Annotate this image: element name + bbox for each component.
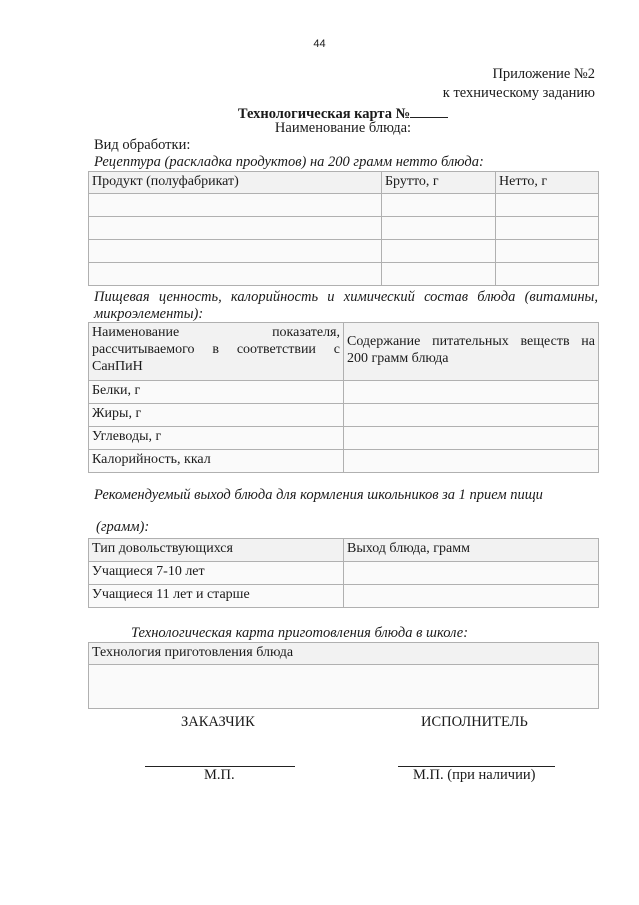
nutrition-header-right-line-2: 200 грамм блюда [347,351,449,366]
recipe-col-product: Продукт (полуфабрикат) [89,172,382,194]
nutrition-heading-line-2: микроэлементы): [94,306,204,322]
contractor-label: ИСПОЛНИТЕЛЬ [421,714,528,730]
nutrition-header-left-line-3: СанПиН [92,359,143,374]
nutrition-header-indicator [89,323,344,381]
appendix-line-2: к техническому заданию [442,85,595,101]
table-row [89,194,599,217]
processing-label: Вид обработки: [94,137,191,153]
table-cell [344,585,599,608]
table-cell [382,263,496,286]
page-number: 44 [313,38,326,50]
table-cell [89,194,382,217]
tech-heading: Технологическая карта приготовления блюда в школе: [131,625,469,641]
nutrition-heading-line-1: Пищевая ценность, калорийность и химический состав блюда (витамины, [94,289,598,305]
nutrition-header-left-line-1: Наименование показателя, [92,325,340,340]
customer-label: ЗАКАЗЧИК [181,714,255,730]
tech-table-header: Технология приготовления блюда [89,643,599,665]
table-cell [496,263,599,286]
table-cell [89,217,382,240]
table-cell [89,665,599,709]
recipe-heading: Рецептура (раскладка продуктов) на 200 грамм нетто блюда: [94,154,484,170]
output-heading-line-1: Рекомендуемый выход блюда для кормления школьников за 1 прием пищи [94,487,543,503]
nutrition-row-label: Калорийность, ккал [89,450,344,473]
table-row [89,562,599,585]
nutrition-table [88,322,599,473]
recipe-col-gross: Брутто, г [382,172,496,194]
table-cell [382,217,496,240]
output-heading-line-2: (грамм): [96,519,150,535]
table-row [89,217,599,240]
table-row [89,240,599,263]
table-cell [496,217,599,240]
document-title-text: Технологическая карта № [237,106,411,122]
nutrition-header-content [344,323,599,381]
dish-name-label: Наименование блюда: [274,120,412,136]
card-number-blank [410,103,448,118]
table-cell [344,562,599,585]
nutrition-row-label: Жиры, г [89,404,344,427]
output-col-yield: Выход блюда, грамм [344,539,599,562]
table-cell [344,427,599,450]
tech-table [88,642,599,709]
nutrition-header-right-line-1: Содержание питательных веществ на [347,334,595,349]
nutrition-header-left-line-2: рассчитываемого в соответствии с [92,342,340,357]
nutrition-row-label: Белки, г [89,381,344,404]
table-row [89,665,599,709]
output-table [88,538,599,608]
table-cell [496,240,599,263]
table-row [89,585,599,608]
table-cell [344,381,599,404]
table-cell [344,404,599,427]
table-row [89,404,599,427]
recipe-table [88,171,599,286]
table-row [89,263,599,286]
table-cell [496,194,599,217]
nutrition-heading [94,289,598,323]
table-row [89,381,599,404]
table-cell [344,450,599,473]
output-row-label: Учащиеся 11 лет и старше [89,585,344,608]
table-cell [382,194,496,217]
customer-stamp: М.П. [204,767,235,783]
nutrition-row-label: Углеводы, г [89,427,344,450]
appendix-line-1: Приложение №2 [492,66,595,82]
table-row [89,427,599,450]
table-cell [89,263,382,286]
table-row [89,450,599,473]
output-row-label: Учащиеся 7-10 лет [89,562,344,585]
table-cell [89,240,382,263]
recipe-col-net: Нетто, г [496,172,599,194]
output-col-type: Тип довольствующихся [89,539,344,562]
table-cell [382,240,496,263]
contractor-stamp: М.П. (при наличии) [413,767,536,783]
